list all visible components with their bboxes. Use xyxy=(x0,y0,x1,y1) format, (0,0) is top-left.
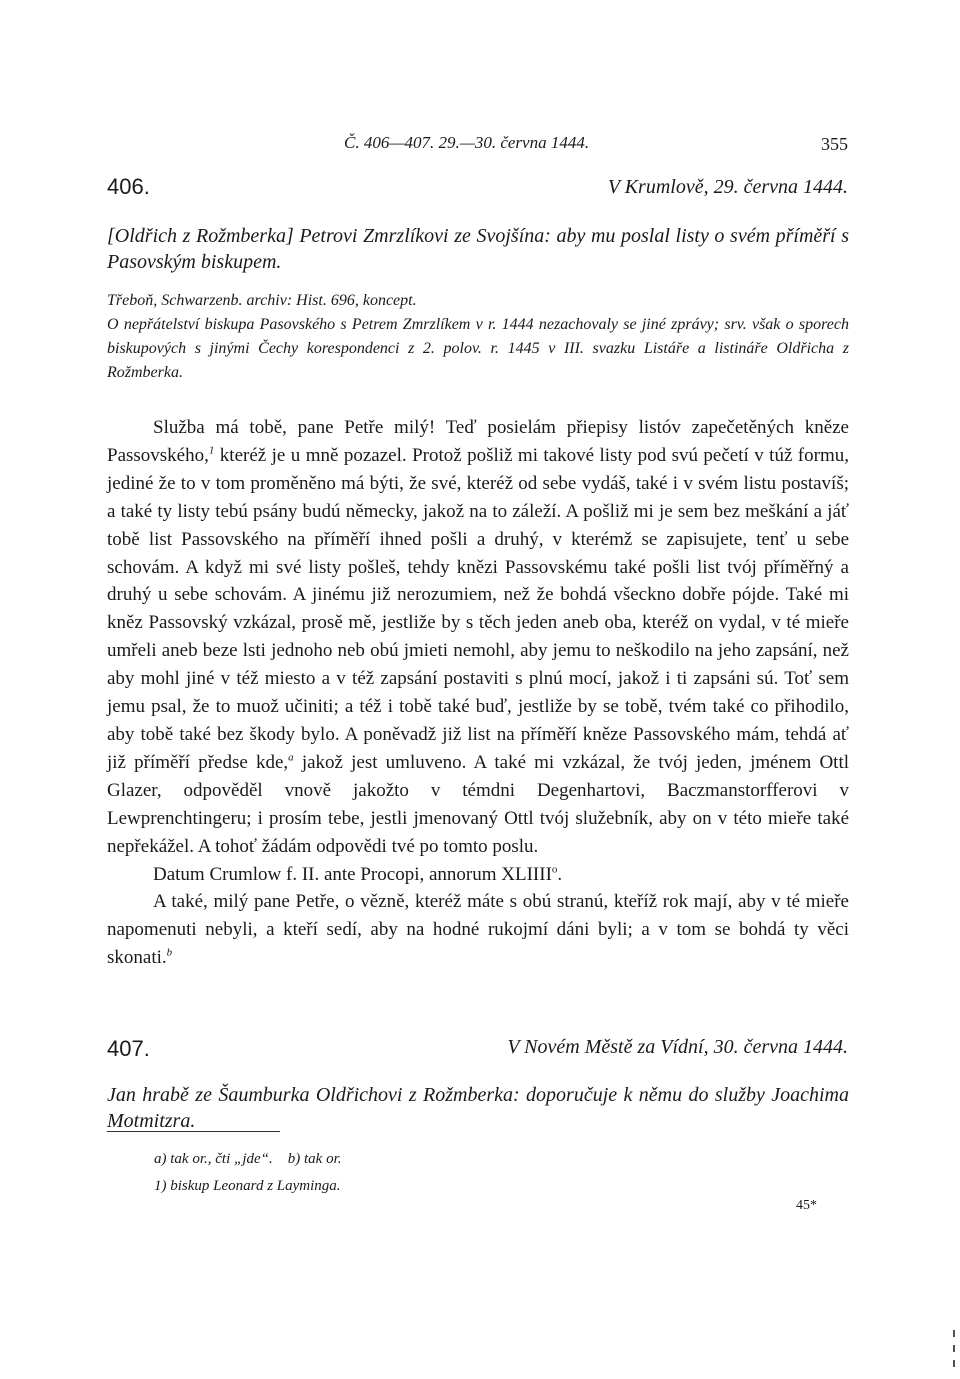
entry-407-regest: Jan hrabě ze Šaumburka Oldřichovi z Rožmberka: doporučuje k němu do služby Joachima Motmitzra. xyxy=(107,1084,849,1132)
letter-text: jakož jest umluveno. A také mi vzkázal, že tvój jeden, jménem Ottl Glazer, odpověděl vnově jakožto v témdni Degenhartovi, Baczmanstorfferovi v Lewprenchtingeru; i prosím tebe, jestli jmenovaný Ottl tvój služebník, aby on v této mieře také nepřekážel. A tohoť žádám odpovědi tvé po tomto poslu. xyxy=(107,751,849,857)
footnote-rule xyxy=(107,1131,280,1132)
page-number: 355 xyxy=(821,134,848,154)
signature-mark: 45* xyxy=(796,1198,817,1213)
letter-text: Služba má tobě, pane Petře milý! Teď posielám přiepisy listóv zapečetěných kněze Passovského, xyxy=(107,417,849,466)
dating-superscript: o xyxy=(551,863,558,876)
footnotes: 1) biskup Leonard z Layminga. xyxy=(154,1178,341,1194)
scan-edge-mark xyxy=(953,1345,955,1352)
letter-text: kteréž je u mně pozazel. Protož pošliž mi takové listy pod svú pečetí v túž formu, jediné že to v tom proměněno má býti, že své, kteréž od sebe vydáš, také i v svém listu postavíš; a také ty listy tebú psány budú německy, jakož na to záleží. A pošliž mi je sem bez meškání a jáť tobě list Passovského na příměří ihned pošli a druhý, v kterémž se zapisujete, tenť u sebe schovám. A když mi své listy pošleš, tehdy knězi Passovskému také pošli list tvój příměřný a druhý u sebe schovám. A jinému již nerozumiem, než že bohdá všeckno dobře pójde. Také mi kněz Passovský vzkázal, prosě mě, jestliže by s těch jeden aneb oba, kteréž on vydal, v té mieře umřeli aneb beze lsti jednoho neb obú jmieti nemohl, aby jemu to neškodilo na jeho zapsání, než aby mohl jiné v též miesto a v též zapsání postaviti s plnú mocí, jakož i ti zapsáni sú. Toť sem jemu psal, že to muož učiniti; a též i tobě také buď, jestliže by se tobě, tvém také co přihodilo, aby tobě také bez škody bylo. A poněvadž již list na příměří kněze Passovského mám, tehdá ať již příměří předse kde, xyxy=(107,444,849,773)
textual-note-ref: a xyxy=(288,751,294,764)
entry-406-regest: [Oldřich z Rožmberka] Petrovi Zmrzlíkovi ze Svojšína: aby mu poslal listy o svém příměří s Pasovským biskupem. xyxy=(107,225,849,273)
dating-text: Datum Crumlow f. II. ante Procopi, annorum XLIIII xyxy=(153,863,552,885)
postscript-paragraph xyxy=(107,888,849,972)
entry-407-place-date: V Novém Městě za Vídní, 30. června 1444. xyxy=(507,1036,848,1058)
source-commentary: O nepřátelství biskupa Pasovského s Petrem Zmrzlíkem v r. 1444 nezachovaly se jiné zprávy; srv. však o sporech biskupových s jinými Čechy korespondenci z 2. polov. r. 1445 v III. svazku Listáře a listináře Oldřicha z Rožmberka. xyxy=(107,316,849,381)
entry-406-number: 406. xyxy=(107,174,150,199)
entry-407-number: 407. xyxy=(107,1036,150,1061)
dating-line xyxy=(107,861,849,889)
postscript-text: A také, milý pane Petře, o vězně, kteréž máte s obú stranú, kteříž rok mají, aby v té mieře napomenuti nebyli, a kteří sedí, aby na hodné rukojmí dáni byli; a v tom se bohdá ty věci skonati. xyxy=(107,891,849,969)
letter-paragraph xyxy=(107,414,849,861)
entry-406-place-date: V Krumlově, 29. června 1444. xyxy=(607,176,848,198)
entry-406-text xyxy=(107,414,849,972)
footnote-ref: 1 xyxy=(208,444,215,457)
entry-406-source xyxy=(107,289,849,385)
running-head: Č. 406—407. 29.—30. června 1444. xyxy=(344,133,590,152)
archive-source: Třeboň, Schwarzenb. archiv: Hist. 696, koncept. xyxy=(107,292,417,309)
dating-end: . xyxy=(557,863,563,885)
textual-note-ref: b xyxy=(166,946,173,959)
textual-notes: a) tak or., čti „jde“. b) tak or. xyxy=(154,1151,342,1167)
scan-edge-mark xyxy=(953,1360,955,1367)
scan-edge-mark xyxy=(953,1330,955,1337)
